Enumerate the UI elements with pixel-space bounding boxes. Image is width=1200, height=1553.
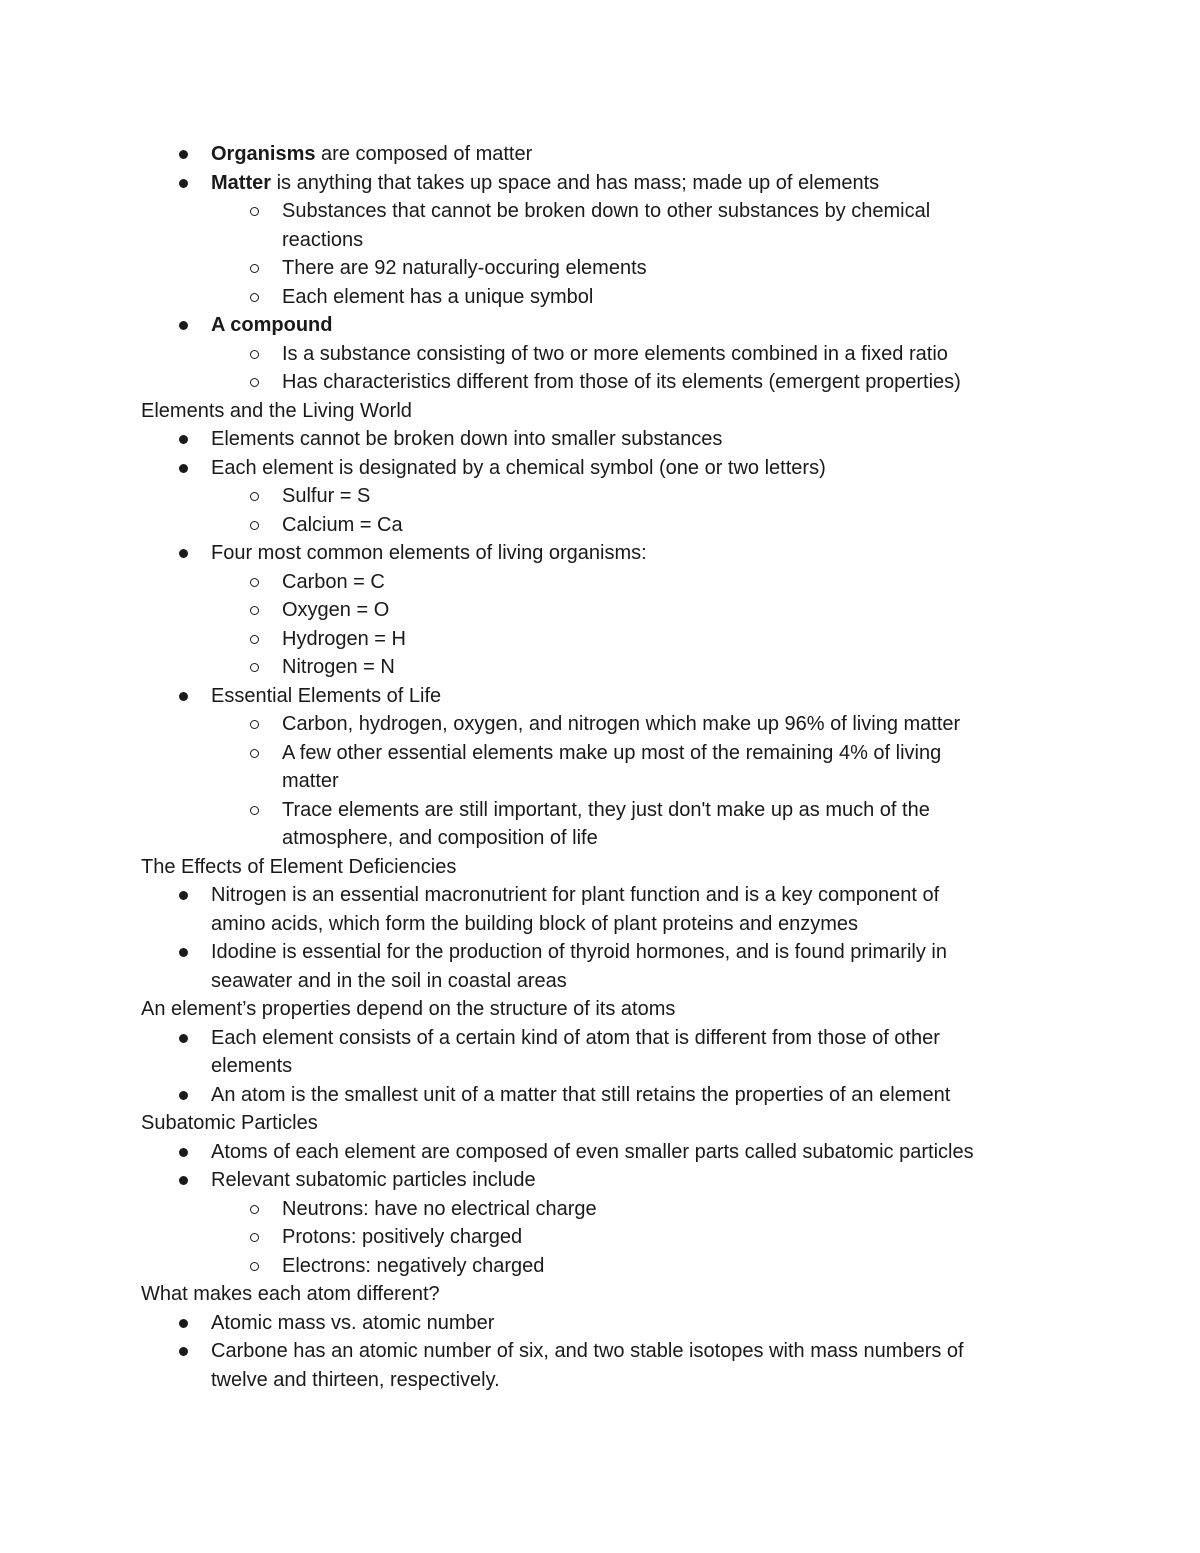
section-heading bbox=[141, 397, 1041, 426]
hollow-bullet-icon bbox=[250, 521, 259, 530]
hollow-bullet-icon bbox=[250, 720, 259, 729]
list-item bbox=[141, 796, 1041, 825]
line-text: Relevant subatomic particles include bbox=[211, 1169, 536, 1191]
list-item bbox=[141, 881, 1041, 910]
line-text: Neutrons: have no electrical charge bbox=[282, 1197, 597, 1220]
filled-bullet-icon bbox=[179, 1148, 188, 1157]
filled-bullet-icon bbox=[179, 1034, 188, 1043]
list-item bbox=[141, 1138, 1041, 1167]
filled-bullet-icon bbox=[179, 549, 188, 558]
filled-bullet-icon bbox=[179, 179, 188, 188]
list-item bbox=[141, 169, 1041, 198]
list-item bbox=[141, 1337, 1041, 1366]
line-text: What makes each atom different? bbox=[141, 1283, 440, 1305]
line-text: Elements cannot be broken down into smaller substances bbox=[211, 428, 723, 450]
section-heading bbox=[141, 853, 1041, 882]
list-item bbox=[141, 1081, 1041, 1110]
line-text: are composed of matter bbox=[315, 143, 533, 165]
line-text: Trace elements are still important, they just don't make up as much of the bbox=[282, 798, 930, 821]
list-item bbox=[141, 140, 1041, 169]
line-text: Subatomic Particles bbox=[141, 1112, 318, 1134]
list-item bbox=[141, 710, 1041, 739]
filled-bullet-icon bbox=[179, 150, 188, 159]
list-item-continuation bbox=[141, 767, 1041, 796]
hollow-bullet-icon bbox=[250, 378, 259, 387]
filled-bullet-icon bbox=[179, 948, 188, 957]
filled-bullet-icon bbox=[179, 891, 188, 900]
line-text: Substances that cannot be broken down to other substances by chemical bbox=[282, 200, 931, 222]
list-item bbox=[141, 1252, 1041, 1281]
list-item bbox=[141, 511, 1041, 540]
list-item-continuation bbox=[141, 967, 1041, 996]
filled-bullet-icon bbox=[179, 1347, 188, 1356]
line-text: amino acids, which form the building block of plant proteins and enzymes bbox=[211, 912, 859, 935]
list-item bbox=[141, 1166, 1041, 1195]
list-item-continuation bbox=[141, 1366, 1041, 1395]
list-item bbox=[141, 653, 1041, 682]
line-text: Hydrogen = H bbox=[282, 627, 406, 650]
line-text: There are 92 naturally-occuring elements bbox=[282, 257, 647, 279]
line-text: Has characteristics different from those of its elements (emergent properties) bbox=[282, 371, 961, 393]
line-text: A few other essential elements make up most of the remaining 4% of living bbox=[282, 741, 942, 764]
line-text: elements bbox=[211, 1055, 293, 1077]
hollow-bullet-icon bbox=[250, 1205, 259, 1214]
bold-term: Organisms bbox=[211, 143, 316, 165]
line-text: atmosphere, and composition of life bbox=[282, 827, 598, 849]
list-item-continuation bbox=[141, 824, 1041, 853]
line-text: seawater and in the soil in coastal areas bbox=[211, 969, 567, 992]
line-text: Electrons: negatively charged bbox=[282, 1254, 545, 1277]
hollow-bullet-icon bbox=[250, 749, 259, 758]
list-item bbox=[141, 283, 1041, 312]
line-text: reactions bbox=[282, 228, 364, 251]
line-text: Each element has a unique symbol bbox=[282, 285, 594, 308]
list-item bbox=[141, 1024, 1041, 1053]
line-text: Nitrogen is an essential macronutrient for plant function and is a key component of bbox=[211, 884, 940, 906]
bold-term: A compound bbox=[211, 314, 333, 336]
list-item bbox=[141, 1223, 1041, 1252]
hollow-bullet-icon bbox=[250, 806, 259, 815]
line-text: Protons: positively charged bbox=[282, 1226, 523, 1248]
list-item bbox=[141, 1309, 1041, 1338]
filled-bullet-icon bbox=[179, 321, 188, 330]
filled-bullet-icon bbox=[179, 435, 188, 444]
line-text: matter bbox=[282, 770, 339, 792]
list-item bbox=[141, 425, 1041, 454]
line-text: Essential Elements of Life bbox=[211, 684, 442, 707]
list-item bbox=[141, 197, 1041, 226]
list-item bbox=[141, 1195, 1041, 1224]
hollow-bullet-icon bbox=[250, 207, 259, 216]
filled-bullet-icon bbox=[179, 692, 188, 701]
line-text: An atom is the smallest unit of a matter that still retains the properties of an element bbox=[211, 1083, 951, 1106]
line-text: Carbone has an atomic number of six, and two stable isotopes with mass numbers of bbox=[211, 1340, 964, 1362]
section-heading bbox=[141, 1109, 1041, 1138]
line-text: Four most common elements of living organisms: bbox=[211, 542, 647, 564]
list-item bbox=[141, 625, 1041, 654]
list-item bbox=[141, 938, 1041, 967]
line-text: Idodine is essential for the production of thyroid hormones, and is found primarily in bbox=[211, 941, 947, 963]
filled-bullet-icon bbox=[179, 1091, 188, 1100]
line-text: is anything that takes up space and has mass; made up of elements bbox=[271, 171, 880, 194]
hollow-bullet-icon bbox=[250, 663, 259, 672]
section-heading bbox=[141, 995, 1041, 1024]
section-heading bbox=[141, 1280, 1041, 1309]
list-item bbox=[141, 568, 1041, 597]
hollow-bullet-icon bbox=[250, 350, 259, 359]
hollow-bullet-icon bbox=[250, 1233, 259, 1242]
line-text: Oxygen = O bbox=[282, 599, 390, 621]
line-text: Calcium = Ca bbox=[282, 513, 403, 536]
line-text: Each element consists of a certain kind of atom that is different from those of other bbox=[211, 1026, 940, 1049]
list-item bbox=[141, 682, 1041, 711]
line-text: twelve and thirteen, respectively. bbox=[211, 1368, 500, 1391]
line-text: Sulfur = S bbox=[282, 485, 371, 507]
filled-bullet-icon bbox=[179, 1319, 188, 1328]
line-text: Atoms of each element are composed of even smaller parts called subatomic particles bbox=[211, 1140, 974, 1163]
list-item bbox=[141, 596, 1041, 625]
hollow-bullet-icon bbox=[250, 492, 259, 501]
hollow-bullet-icon bbox=[250, 293, 259, 302]
list-item bbox=[141, 739, 1041, 768]
filled-bullet-icon bbox=[179, 464, 188, 473]
filled-bullet-icon bbox=[179, 1176, 188, 1185]
bold-term: Matter bbox=[211, 171, 272, 194]
line-text: Nitrogen = N bbox=[282, 656, 395, 678]
hollow-bullet-icon bbox=[250, 1262, 259, 1271]
list-item bbox=[141, 368, 1041, 397]
line-text: Is a substance consisting of two or more elements combined in a fixed ratio bbox=[282, 342, 948, 365]
list-item bbox=[141, 539, 1041, 568]
line-text: Atomic mass vs. atomic number bbox=[211, 1311, 495, 1334]
line-text: Carbon, hydrogen, oxygen, and nitrogen which make up 96% of living matter bbox=[282, 713, 961, 735]
list-item bbox=[141, 254, 1041, 283]
line-text: Each element is designated by a chemical symbol (one or two letters) bbox=[211, 456, 826, 479]
line-text: The Effects of Element Deficiencies bbox=[141, 855, 457, 878]
hollow-bullet-icon bbox=[250, 578, 259, 587]
list-item bbox=[141, 482, 1041, 511]
line-text: Elements and the Living World bbox=[141, 399, 412, 422]
notes-content bbox=[141, 140, 1041, 1394]
list-item bbox=[141, 311, 1041, 340]
list-item bbox=[141, 340, 1041, 369]
hollow-bullet-icon bbox=[250, 606, 259, 615]
list-item-continuation bbox=[141, 1052, 1041, 1081]
line-text: Carbon = C bbox=[282, 570, 385, 593]
list-item-continuation bbox=[141, 910, 1041, 939]
hollow-bullet-icon bbox=[250, 635, 259, 644]
hollow-bullet-icon bbox=[250, 264, 259, 273]
line-text: An element’s properties depend on the structure of its atoms bbox=[141, 998, 676, 1020]
list-item bbox=[141, 454, 1041, 483]
list-item-continuation bbox=[141, 226, 1041, 255]
